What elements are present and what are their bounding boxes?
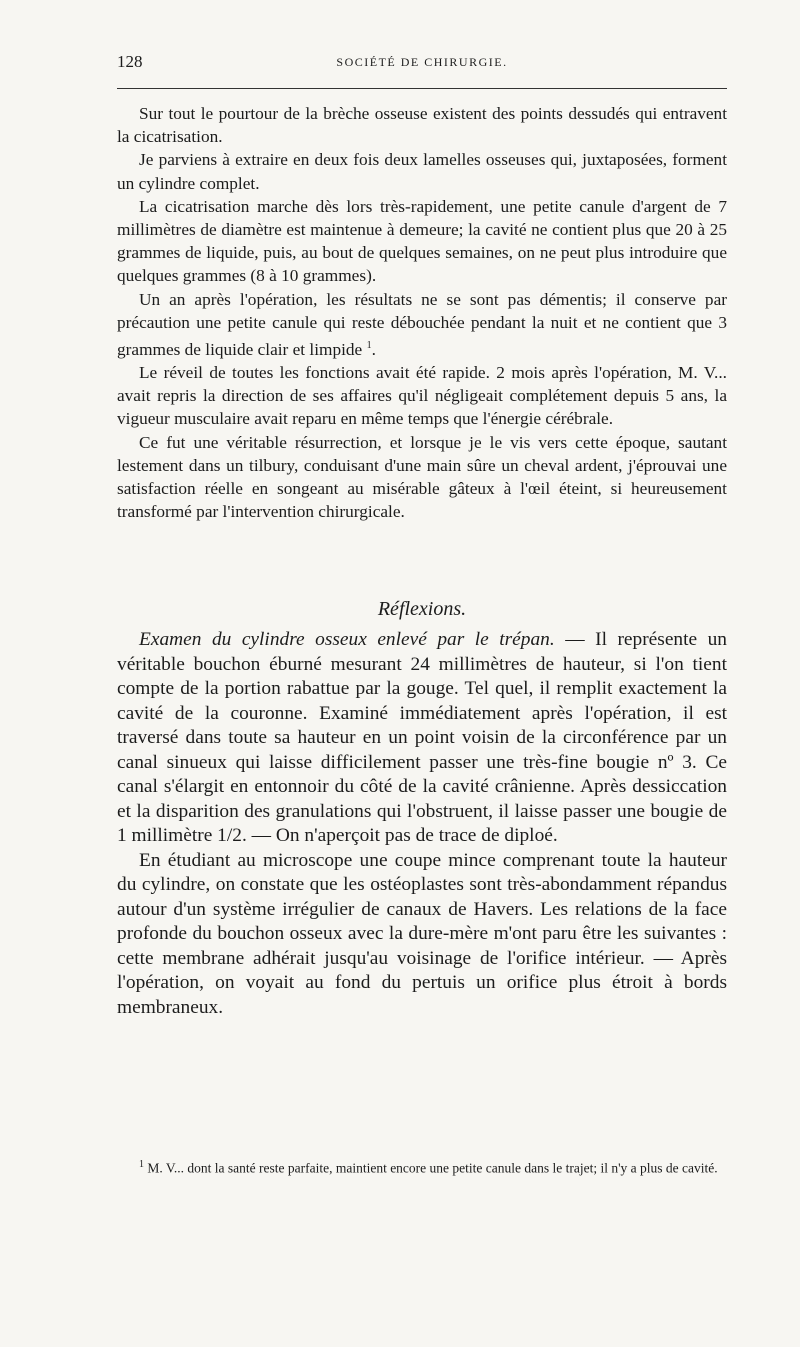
paragraph: La cicatrisation marche dès lors très-rapidement, une petite canule d'argent de 7 millimètres de diamètre est maintenue à demeure; la cavité ne contient plus que 20 à 25 grammes de liquide, puis, au bout de quelques semaines, on ne peut plus introduire que quelques grammes (8 à 10 grammes). <box>117 196 727 286</box>
footnote-paragraph <box>117 1155 727 1178</box>
paragraph-text: — Il représente un véritable bouchon éburné mesurant 24 millimètres de hauteur, si l'on tient compte de la portion rabattue par la gouge. Tel quel, il remplit exactement la cavité de la couronne. Examiné immédiatement après l'opération, il est traversé dans toute sa hauteur en un point voisin de la circonférence par un canal sinueux qui laisse difficilement passer une très-fine bougie nº 3. Ce canal s'élargit en entonnoir du côté de la cavité crânienne. Après dessiccation et la disparition des granulations qui l'obstruent, il laisse passer une bougie de 1 millimètre 1/2. — On n'aperçoit pas de trace de diploé. <box>117 629 728 846</box>
running-title: SOCIÉTÉ DE CHIRURGIE. <box>336 55 508 69</box>
reflexions-text <box>117 628 727 1020</box>
paragraph-lead: Examen du cylindre osseux enlevé par le trépan. <box>139 629 555 650</box>
paragraph: Sur tout le pourtour de la brèche osseuse existent des points dessudés qui entravent la cicatrisation. <box>117 104 727 147</box>
paragraph: Un an après l'opération, les résultats ne se sont pas démentis; il conserve par précaution une petite canule qui reste débouchée pendant la nuit et ne contient que 3 grammes de liquide clair et limpide $^1$. <box>117 289 727 359</box>
footnote-ref: 1 <box>366 340 372 352</box>
section-title: Réflexions. <box>377 598 467 620</box>
paragraph: En étudiant au microscope une coupe mince comprenant toute la hauteur du cylindre, on constate que les ostéoplastes sont très-abondamment répandus autour d'un système irrégulier de canaux de Havers. Les relations de la face profonde du bouchon osseux avec la dure-mère m'ont paru être les suivantes : cette membrane adhérait jusqu'au voisinage de l'orifice intérieur. — Après l'opération, on voyait au fond du pertuis un orifice plus étroit à bords membraneux. <box>117 849 727 1018</box>
page-header <box>117 50 727 80</box>
footnote-text: M. V... dont la santé reste parfaite, maintient encore une petite canule dans le trajet; il n'y a plus de cavité. <box>144 1160 718 1176</box>
paragraph: Ce fut une véritable résurrection, et lorsque je le vis vers cette époque, sautant lestement dans un tilbury, conduisant d'une main sûre un cheval ardent, j'éprouvai une satisfaction réelle en songeant au misérable gâteux à l'œil éteint, si heureusement transformé par l'intervention chirurgicale. <box>117 432 727 522</box>
paragraph: Je parviens à extraire en deux fois deux lamelles osseuses qui, juxtaposées, forment un cylindre complet. <box>117 150 727 193</box>
footnote-marker: 1 <box>139 1159 144 1170</box>
paragraph-text: Un an après l'opération, les résultats ne se sont pas démentis; il conserve par précaution une petite canule qui reste débouchée pendant la nuit et ne contient que 3 grammes de liquide clair et limpide <box>117 289 727 359</box>
page-number: 128 <box>117 52 143 71</box>
footnote <box>117 1155 727 1178</box>
case-narrative <box>117 102 727 523</box>
header-rule <box>117 88 727 89</box>
paragraph: Le réveil de toutes les fonctions avait été rapide. 2 mois après l'opération, M. V... avait repris la direction de ses affaires qu'il négligeait complétement depuis 5 ans, la vigueur musculaire avait reparu en même temps que l'énergie cérébrale. <box>117 363 727 429</box>
paragraph <box>117 628 727 849</box>
